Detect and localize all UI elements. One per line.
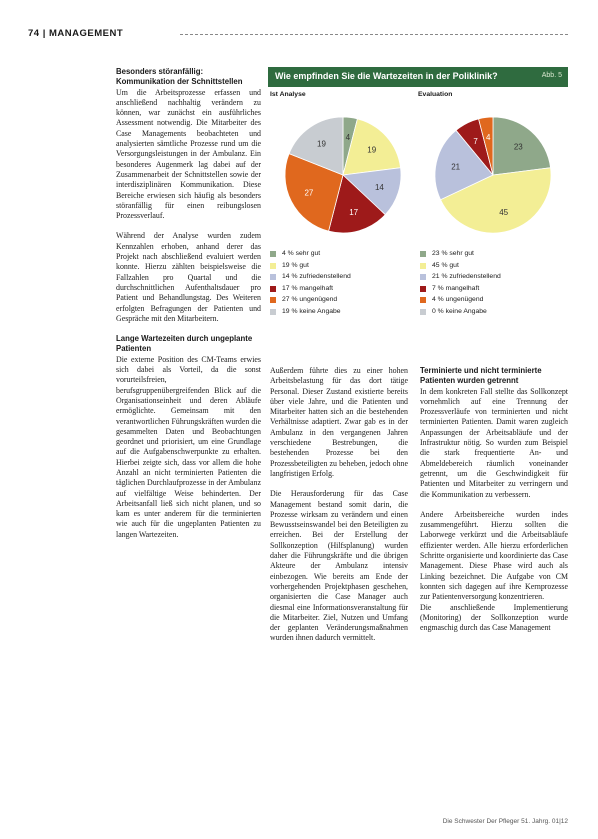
text-column-1 bbox=[116, 67, 261, 540]
legend-label: 17 % mangelhaft bbox=[282, 284, 334, 292]
chart-title-bar bbox=[268, 67, 568, 87]
legend-swatch bbox=[270, 274, 276, 280]
legend-item bbox=[420, 294, 568, 306]
section-heading: Terminierte und nicht terminierte Patienten wurden getrennt bbox=[420, 366, 542, 386]
header-rule bbox=[180, 34, 568, 35]
legend-item bbox=[420, 248, 568, 260]
legend-label: 19 % keine Angabe bbox=[282, 307, 341, 315]
pie-slice-label: 21 bbox=[451, 162, 461, 172]
pie-slice-label: 4 bbox=[345, 133, 351, 143]
legend-item bbox=[270, 294, 418, 306]
legend-swatch bbox=[420, 297, 426, 303]
pie-slice-label: 23 bbox=[513, 142, 523, 152]
legend-swatch bbox=[420, 251, 426, 257]
legend-label: 4 % ungenügend bbox=[432, 296, 484, 303]
chart-title: Wie empfinden Sie die Wartezeiten in der Poliklinik? bbox=[275, 71, 498, 81]
legend-label: 27 % ungenügend bbox=[282, 296, 338, 303]
chart-subtitle-evaluation: Evaluation bbox=[418, 91, 453, 98]
body-paragraph: Die Herausforderung für das Case Management bestand somit darin, die Prozesse wirksam zu verändern und einen Bewusstseinswandel bei den Beteiligten zu erreichen. Bei der Erstellung der Sollkonzeption (Hilfsplanung) wurden daher die Führungskräfte und die übrigen Akteure der Ambulanz intensiv einbezogen. Wie bereits am Ende der vorhergehenden Projektphasen geschehen, organisierten die Case Manager auch diesmal eine Informationsveranstaltung für die Mitarbeiter. Ziel, Nutzen und Umfang der geplanten Veränderungsmaßnahmen wurden ihnen dadurch vermittelt. bbox=[270, 489, 408, 643]
legend-swatch bbox=[270, 251, 276, 257]
figure-label: Abb. 5 bbox=[541, 72, 562, 79]
pie-chart-ist-analyse bbox=[268, 101, 418, 241]
legend-label: 4 % sehr gut bbox=[282, 250, 321, 257]
legend-item bbox=[420, 306, 568, 318]
legend-item bbox=[420, 260, 568, 272]
section-heading: Besonders störanfällig: Kommunikation der Schnittstellen bbox=[116, 67, 243, 87]
pie-slice-label: 14 bbox=[374, 182, 384, 192]
paragraph-gap bbox=[116, 221, 261, 231]
legend-label: 19 % gut bbox=[282, 261, 309, 269]
legend-swatch bbox=[270, 297, 276, 303]
legend-item bbox=[270, 283, 418, 295]
legend-swatch bbox=[420, 263, 426, 269]
pie-slice-label: 4 bbox=[485, 133, 491, 143]
paragraph-gap bbox=[270, 479, 408, 489]
body-paragraph: Die anschließende Implementierung (Monitoring) der Sollkonzeption wurde engmaschig durch das Case Management bbox=[420, 602, 568, 633]
page-header bbox=[28, 28, 568, 42]
pie-slice-label: 27 bbox=[304, 188, 314, 198]
chart-subtitle-ist: Ist Analyse bbox=[270, 91, 306, 98]
legend-item bbox=[270, 306, 418, 318]
legend-item bbox=[270, 260, 418, 272]
paragraph-gap bbox=[420, 500, 568, 510]
pie-slice-label: 19 bbox=[317, 139, 326, 149]
legend-label: 45 % gut bbox=[432, 261, 459, 269]
pie-chart-evaluation bbox=[418, 101, 568, 241]
pie-slice-label: 45 bbox=[499, 207, 509, 217]
header-title: 74 | MANAGEMENT bbox=[28, 28, 124, 39]
paragraph-gap bbox=[116, 324, 261, 334]
pie-slice-label: 19 bbox=[367, 145, 377, 155]
legend-swatch bbox=[270, 309, 276, 315]
legend-swatch bbox=[420, 309, 426, 315]
legend-label: 0 % keine Angabe bbox=[432, 307, 487, 315]
legend-evaluation bbox=[420, 248, 568, 317]
legend-swatch bbox=[420, 286, 426, 292]
section-name: MANAGEMENT bbox=[49, 28, 124, 39]
legend-label: 21 % zufriedenstellend bbox=[432, 273, 501, 280]
text-column-2 bbox=[270, 366, 408, 644]
legend-item bbox=[270, 248, 418, 260]
legend-swatch bbox=[420, 274, 426, 280]
text-column-3 bbox=[420, 366, 568, 633]
legend-label: 14 % zufriedenstellend bbox=[282, 273, 351, 280]
pie-slice-label: 7 bbox=[473, 136, 478, 146]
legend-swatch bbox=[270, 263, 276, 269]
legend-item bbox=[270, 271, 418, 283]
legend-label: 7 % mangelhaft bbox=[432, 284, 480, 292]
body-paragraph: Um die Arbeitsprozesse erfassen und anschließend nachhaltig verändern zu können, war zunächst ein ausführliches Assessment notwendig. Die Mitarbeiter des Case Managements beobachteten und analysierten sämtliche Prozesse rund um die Versorgungsleistungen in der Ambulanz. Ein besonderes Augenmerk lag dabei auf der Zusammenarbeit der Schnittstellen sowie der interdisziplinären Kommunikation. Diese Bereiche erwiesen sich häufig als besonders störanfällig für einen reibungslosen Prozessverlauf. bbox=[116, 87, 261, 221]
section-heading: Lange Wartezeiten durch ungeplante Patienten bbox=[116, 334, 253, 354]
legend-ist-analyse bbox=[270, 248, 418, 317]
body-paragraph: Die externe Position des CM-Teams erwies sich dabei als Vorteil, da die sonst vorurteilsfreien, berufsgruppenübergreifenden Blick auf die Organisationseinheit und deren Abläufe ermöglichte. Gemeinsam mit den verantwortlichen Führungskräften wurden die gesammelten Daten und Beobachtungen geordnet und priorisiert, um eine Grundlage auf die Aufgabenschwerpunkte zu erhalten. Hierbei zeigte sich, dass vor allem die hohe Anzahl an nicht terminierten Patienten die täglichen Durchlaufprozesse in der Ambulanz auf vielfältige Weise behinderten. Der Arbeitsanfall ließ sich nicht planen, und so kam es unter anderem für die terminierten wie auch für die ungeplanten Patienten zu langen Wartezeiten. bbox=[116, 354, 261, 539]
page-number: 74 bbox=[28, 28, 40, 39]
legend-item bbox=[420, 283, 568, 295]
pie-slice-label: 17 bbox=[349, 207, 359, 217]
body-paragraph: Während der Analyse wurden zudem Kennzahlen erhoben, anhand derer das Projekt nach abschließend evaluiert werden konnte. Hierzu zählten beispielsweise die Fallzahlen pro Quartal und die durchschnittlichen Aufenthaltsdauer pro Patient und Behandlungstag. Des Weiteren erfolgten Befragungen der Patienten und Gespräche mit den Mitarbeitern. bbox=[116, 231, 261, 323]
page-footer: Die Schwester Der Pfleger 51. Jahrg. 01|12 bbox=[442, 818, 568, 825]
legend-label: 23 % sehr gut bbox=[432, 250, 474, 257]
body-paragraph: In dem konkreten Fall stellte das Sollkonzept vornehmlich auf eine Trennung der Prozessverläufe von terminierten und nicht terminierten Patienten. Damit waren zugleich Anpassungen der Arbeitsabläufe und der Infrastruktur nötig. So wurden zum Beispiel die stark frequentierte An- und Abmeldebereich räumlich voneinander getrennt, um die Geschwindigkeit für Patienten und Mitarbeiter zu verringern und die Kommunikation zu verbessern. bbox=[420, 386, 568, 499]
body-paragraph: Andere Arbeitsbereiche wurden indes zusammengeführt. Hierzu sollten die Laborwege verkürzt und die Arbeitsabläufe effizienter werden. Alle hierzu erforderlichen Schritte organisierte und koordinierte das Case Management. Diese Phase wird auch als Linking bezeichnet. Die Aufgabe von CM konnten sich dagegen auf ihre Kernprozesse zur Patientenversorgung konzentrieren. bbox=[420, 509, 568, 602]
chart-box bbox=[268, 67, 568, 353]
legend-item bbox=[420, 271, 568, 283]
body-paragraph: Außerdem führte dies zu einer hohen Arbeitsbelastung für das dort tätige Personal. Dieser Zustand existierte bereits über viele Jahre, und die Patienten und Mitarbeiter hatten sich an die bestehenden Verhältnisse adaptiert. Zwar gab es in der Ambulanz in den vergangenen Jahren verschiedene Bestrebungen, die bestehenden Prozesse bei den Prozessbeteiligten zu beheben, jedoch ohne langfristigen Erfolg. bbox=[270, 366, 408, 478]
legend-swatch bbox=[270, 286, 276, 292]
